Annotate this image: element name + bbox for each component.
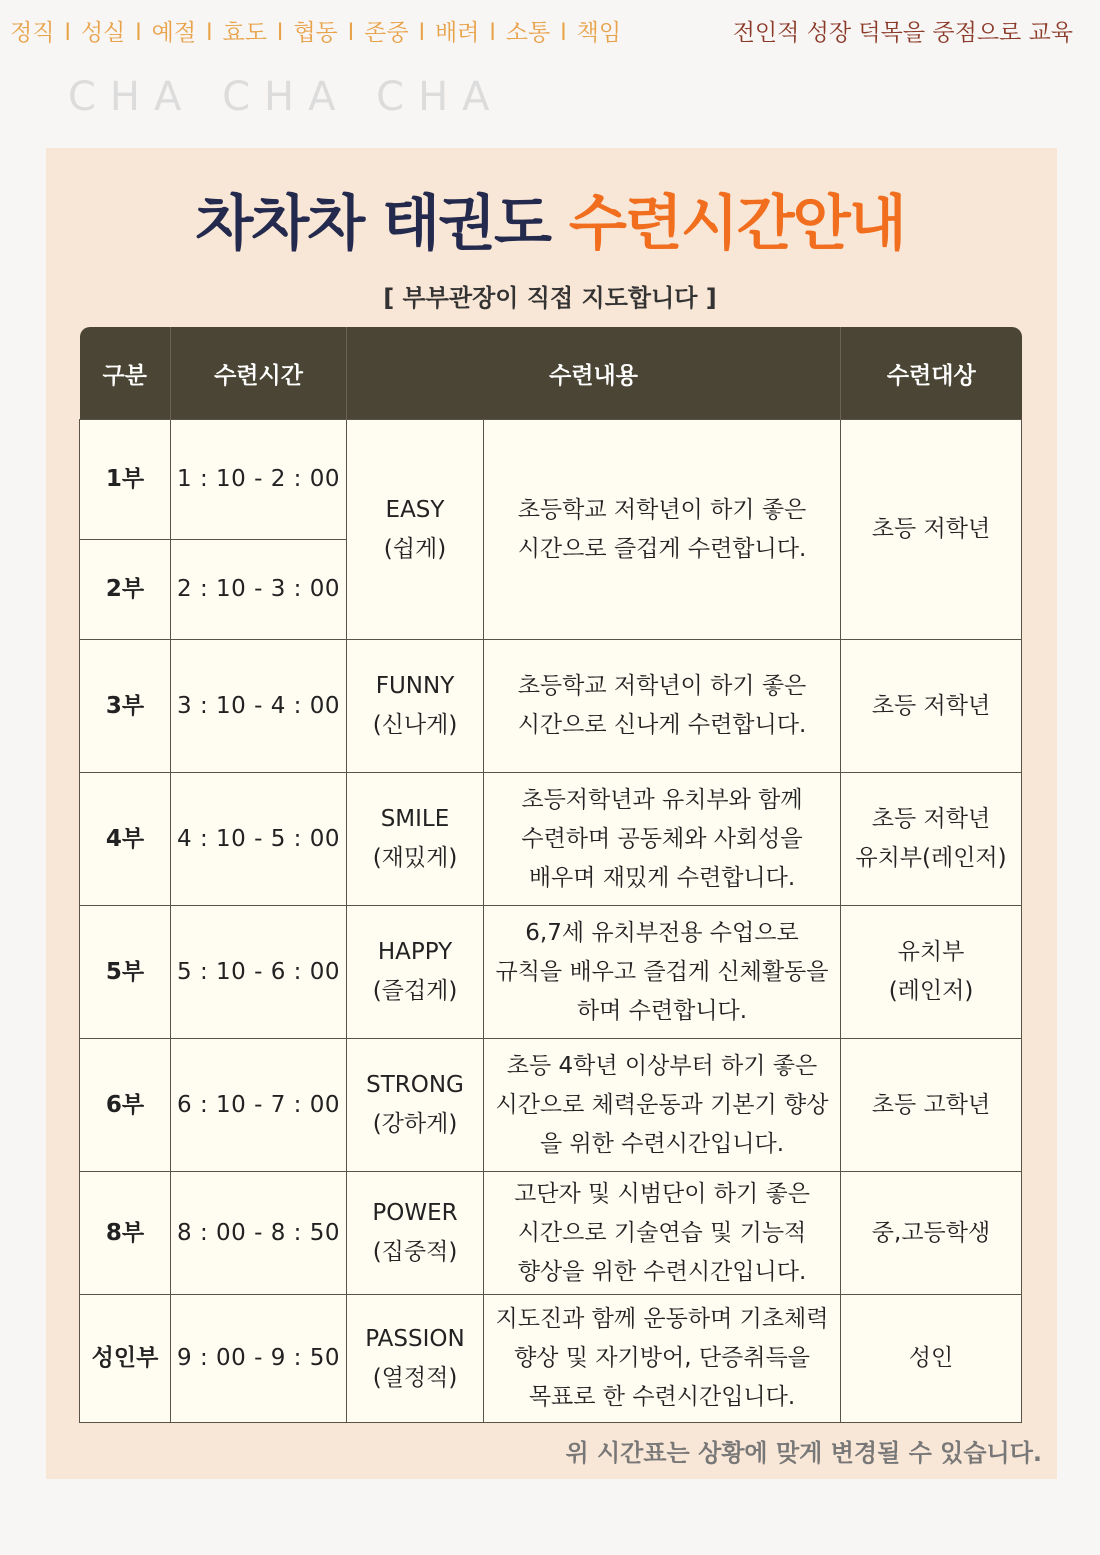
level-name: PASSION: [365, 1325, 465, 1352]
desc-cell: [484, 906, 841, 1039]
time-cell: 8 : 00 - 8 : 50: [171, 1172, 347, 1295]
virtue-label: 예절: [151, 20, 197, 46]
target-line: (레인저): [888, 978, 974, 1004]
level-sub: (강하게): [372, 1111, 458, 1137]
footnote: 위 시간표는 상황에 맞게 변경될 수 있습니다.: [565, 1439, 1042, 1467]
level-cell: [347, 1172, 484, 1295]
desc-cell: [484, 640, 841, 773]
level-sub: (재밌게): [372, 845, 458, 871]
time-cell: 5 : 10 - 6 : 00: [171, 906, 347, 1039]
target-cell: [841, 1295, 1022, 1423]
desc-line: 을 위한 수련시간입니다.: [539, 1130, 785, 1157]
target-cell: [841, 1039, 1022, 1172]
level-name: SMILE: [380, 806, 450, 832]
table-header-row: [80, 327, 1022, 420]
virtue-separator: l: [276, 20, 284, 46]
target-line: 유치부(레인저): [855, 845, 1007, 871]
time-cell: 3 : 10 - 4 : 00: [171, 640, 347, 773]
desc-line: 규칙을 배우고 즐겁게 신체활동을: [495, 958, 829, 985]
desc-cell: [484, 1039, 841, 1172]
desc-line: 고단자 및 시범단이 하기 좋은: [514, 1180, 810, 1207]
brand-watermark: CHA CHA CHA: [68, 74, 504, 120]
target-line: 초등 저학년: [871, 516, 991, 542]
part-cell: 4부: [80, 773, 171, 906]
desc-line: 향상을 위한 수련시간입니다.: [517, 1258, 807, 1285]
target-cell: [841, 1172, 1022, 1295]
virtue-separator: l: [64, 20, 71, 46]
desc-line: 시간으로 기술연습 및 기능적: [517, 1219, 807, 1246]
time-cell: 1 : 10 - 2 : 00: [171, 420, 347, 540]
schedule-table: [79, 327, 1022, 1423]
virtue-separator: l: [206, 20, 213, 46]
desc-line: 목표로 한 수련시간입니다.: [528, 1384, 796, 1410]
target-line: 초등 고학년: [871, 1091, 991, 1118]
desc-line: 수련하며 공동체와 사회성을: [521, 825, 803, 852]
target-cell: [841, 906, 1022, 1039]
level-cell: [347, 773, 484, 906]
page-title: [0, 176, 1100, 262]
virtue-separator: l: [135, 20, 142, 46]
desc-cell: [484, 1295, 841, 1423]
desc-line: 향상 및 자기방어, 단증취득을: [514, 1345, 810, 1371]
desc-cell: [484, 1172, 841, 1295]
virtue-label: 책임: [576, 20, 622, 46]
part-cell: 성인부: [80, 1295, 171, 1423]
level-sub: (집중적): [372, 1239, 458, 1265]
virtue-separator: l: [418, 20, 425, 46]
desc-line: 시간으로 신나게 수련합니다.: [517, 712, 807, 738]
header-part: 구분: [80, 327, 171, 420]
desc-line: 6,7세 유치부전용 수업으로: [525, 919, 799, 946]
table-row: [80, 420, 1022, 540]
header-time: 수련시간: [171, 327, 347, 420]
virtue-separator: l: [489, 20, 496, 46]
level-sub: (열정적): [372, 1364, 458, 1391]
target-line: 중,고등학생: [871, 1219, 991, 1246]
desc-line: 초등학교 저학년이 하기 좋은: [517, 496, 807, 523]
time-cell: 6 : 10 - 7 : 00: [171, 1039, 347, 1172]
target-line: 초등 저학년: [871, 806, 991, 832]
virtue-separator: l: [560, 20, 567, 46]
target-line: 유치부: [897, 939, 965, 965]
header-content: 수련내용: [347, 327, 841, 420]
time-cell: 2 : 10 - 3 : 00: [171, 540, 347, 640]
level-sub: (쉽게): [383, 535, 447, 562]
part-cell: 1부: [80, 420, 171, 540]
part-cell: 3부: [80, 640, 171, 773]
table-row: [80, 1039, 1022, 1172]
target-cell: [841, 420, 1022, 640]
level-cell: [347, 640, 484, 773]
table-row: [80, 1172, 1022, 1295]
title-part1: 차차차 태권도: [195, 189, 550, 259]
level-cell: [347, 906, 484, 1039]
virtue-label: 존중: [364, 20, 409, 46]
table-row: [80, 773, 1022, 906]
level-cell: [347, 1039, 484, 1172]
level-cell: [347, 420, 484, 640]
header-target: 수련대상: [841, 327, 1022, 420]
page-subtitle: [ 부부관장이 직접 지도합니다 ]: [383, 284, 717, 312]
desc-line: 배우며 재밌게 수련합니다.: [528, 864, 796, 891]
part-cell: 2부: [80, 540, 171, 640]
virtues-bar: [10, 14, 1095, 50]
desc-line: 하며 수련합니다.: [576, 997, 748, 1024]
virtue-label: 소통: [505, 20, 551, 46]
target-line: 초등 저학년: [871, 692, 991, 719]
part-cell: 6부: [80, 1039, 171, 1172]
part-cell: 5부: [80, 906, 171, 1039]
table-row: [80, 1295, 1022, 1423]
virtue-label: 정직: [10, 20, 55, 46]
desc-line: 초등 4학년 이상부터 하기 좋은: [506, 1052, 818, 1079]
level-sub: (신나게): [372, 712, 458, 738]
desc-line: 지도진과 함께 운동하며 기초체력: [495, 1306, 829, 1332]
table-row: [80, 640, 1022, 773]
desc-line: 초등학교 저학년이 하기 좋은: [517, 673, 807, 699]
virtue-label: 성실: [80, 20, 126, 46]
time-cell: 4 : 10 - 5 : 00: [171, 773, 347, 906]
desc-cell: [484, 420, 841, 640]
level-name: FUNNY: [375, 673, 455, 699]
virtue-separator: l: [347, 20, 355, 46]
target-cell: [841, 773, 1022, 906]
level-name: EASY: [385, 496, 445, 523]
virtue-label: 효도: [222, 20, 267, 46]
desc-line: 시간으로 체력운동과 기본기 향상: [495, 1091, 829, 1118]
time-cell: 9 : 00 - 9 : 50: [171, 1295, 347, 1423]
part-cell: 8부: [80, 1172, 171, 1295]
motto: 전인적 성장 덕목을 중점으로 교육: [732, 20, 1073, 46]
target-line: 성인: [908, 1345, 954, 1371]
desc-line: 초등저학년과 유치부와 함께: [521, 786, 803, 813]
desc-line: 시간으로 즐겁게 수련합니다.: [517, 535, 807, 562]
virtue-label: 배려: [434, 20, 480, 46]
level-name: POWER: [372, 1200, 458, 1226]
target-cell: [841, 640, 1022, 773]
level-sub: (즐겁게): [372, 978, 458, 1004]
level-cell: [347, 1295, 484, 1423]
title-part2: 수련시간안내: [568, 189, 905, 259]
table-row: [80, 906, 1022, 1039]
desc-cell: [484, 773, 841, 906]
level-name: HAPPY: [377, 939, 453, 965]
virtue-label: 협동: [293, 20, 338, 46]
level-name: STRONG: [366, 1072, 464, 1098]
